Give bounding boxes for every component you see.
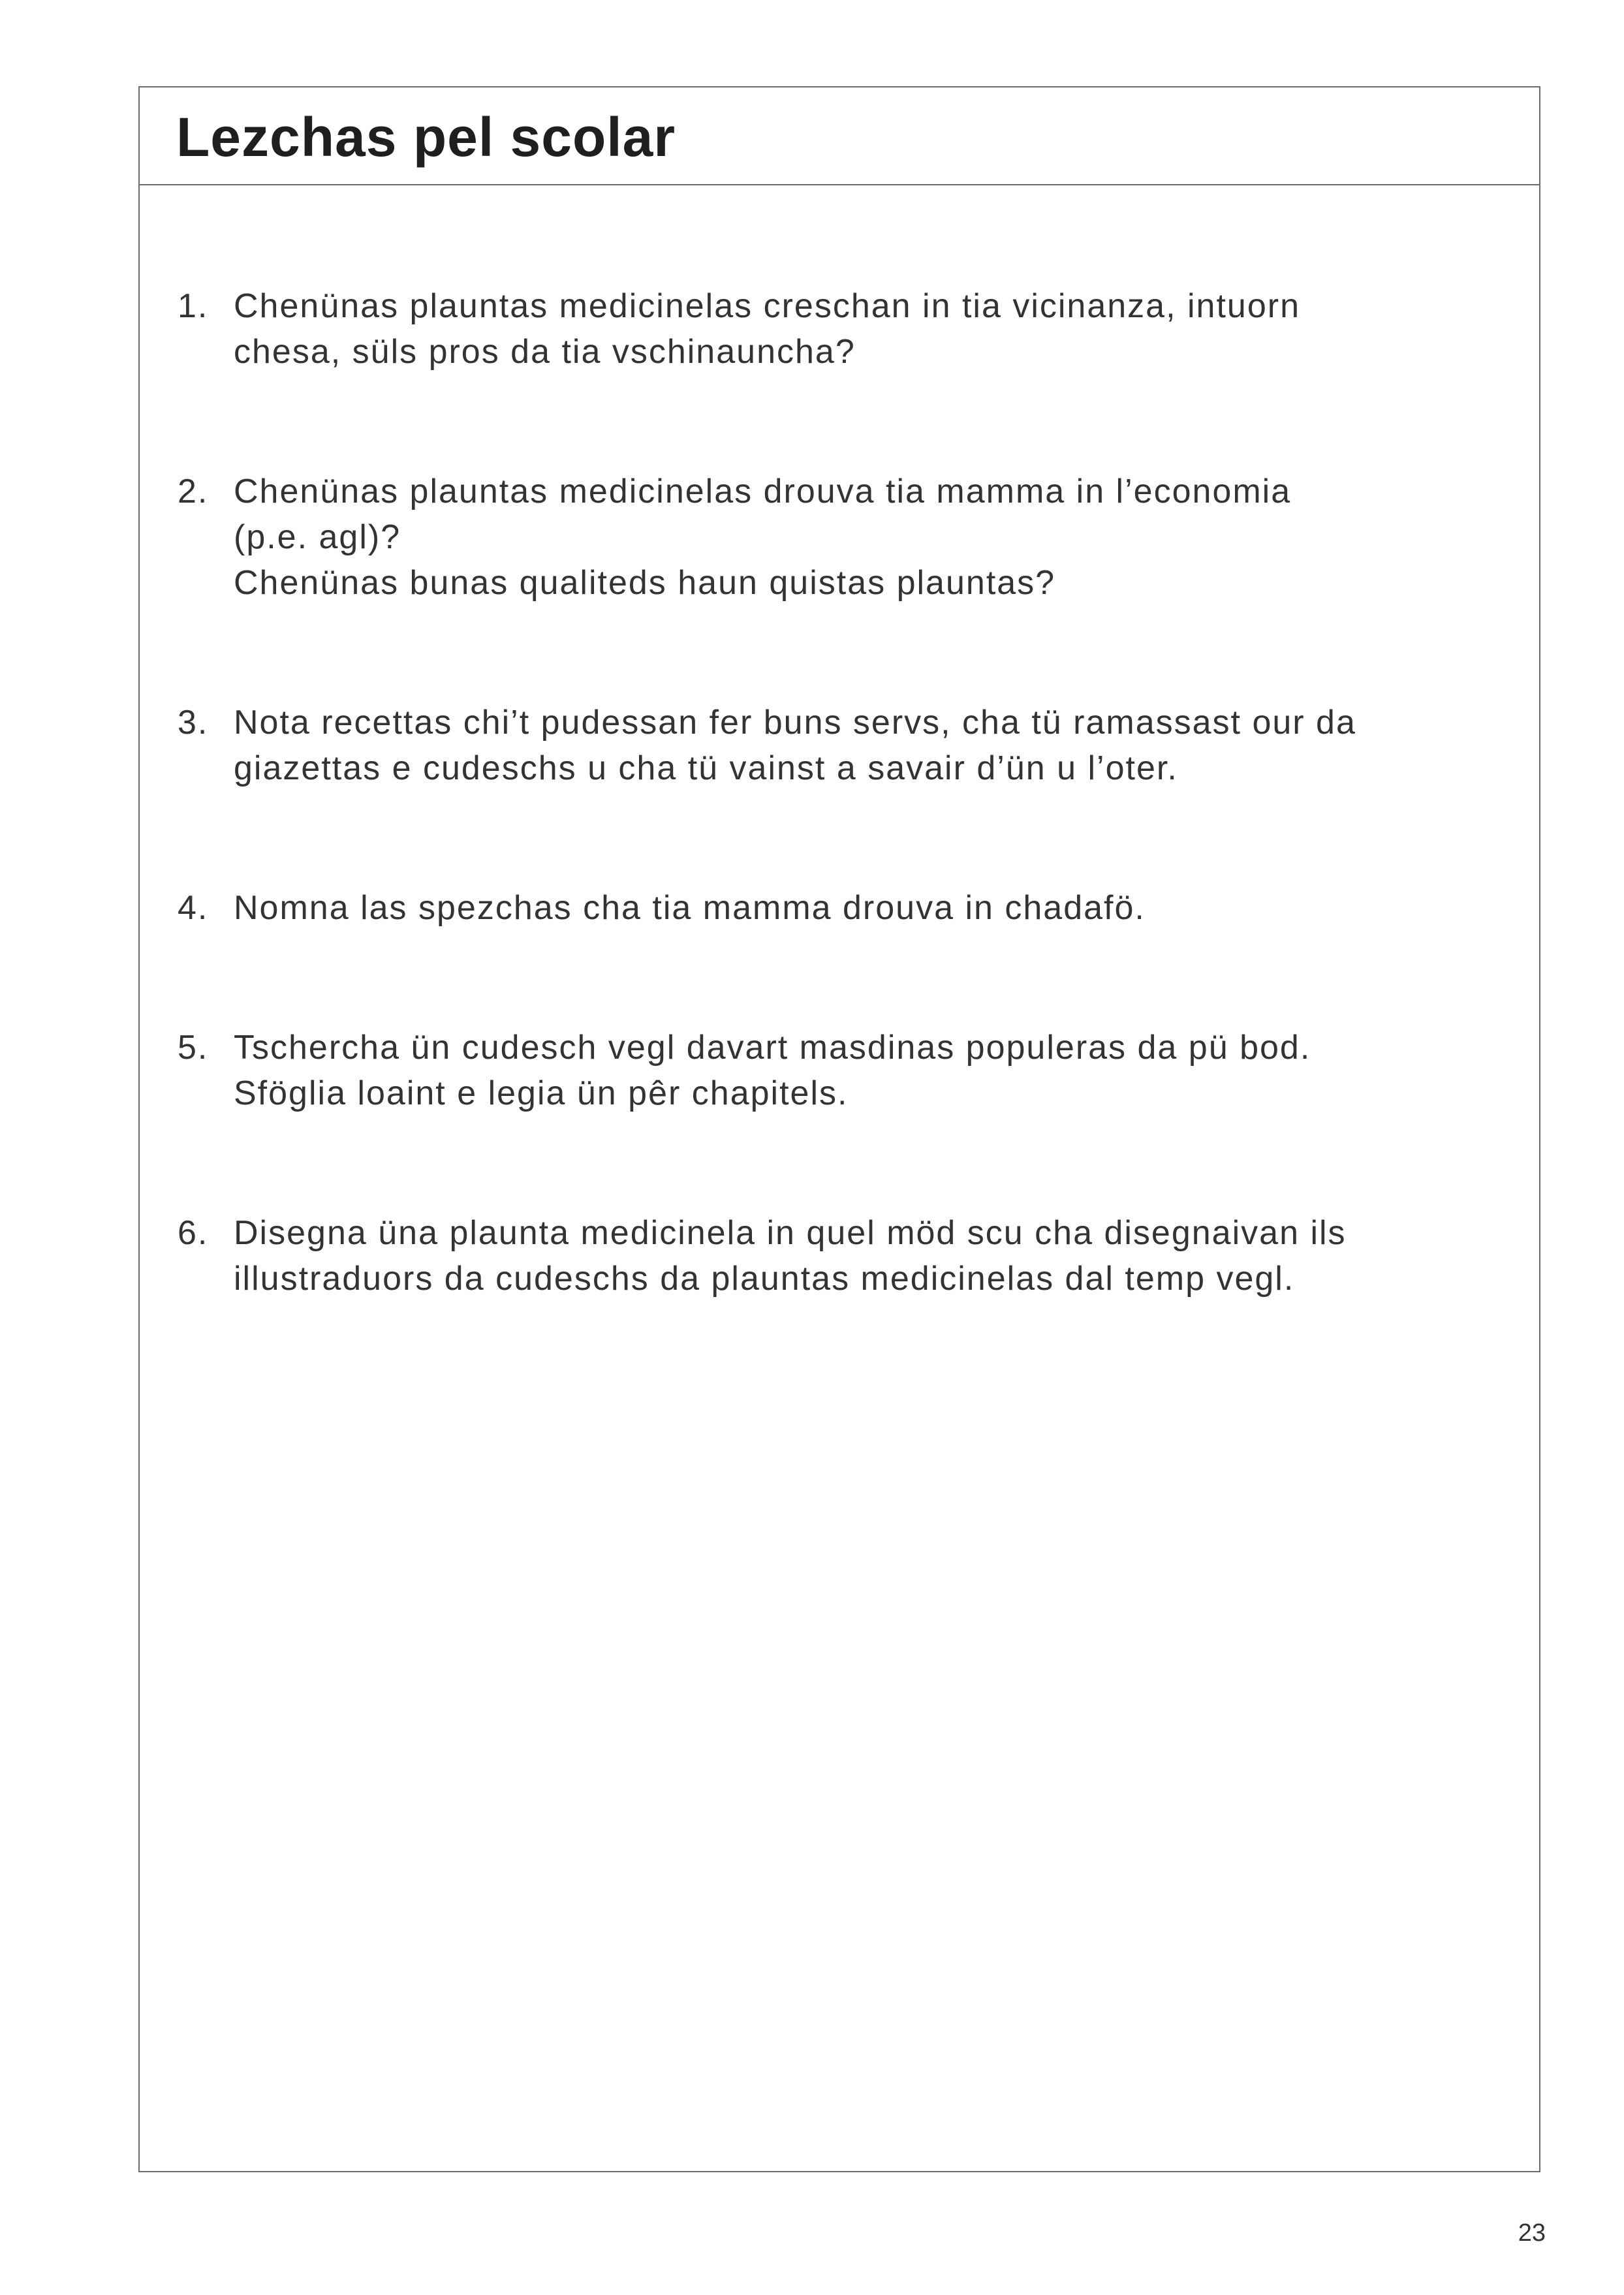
question-number: 1. [178,287,209,325]
question-number: 3. [178,704,209,742]
question-number: 5. [178,1029,209,1067]
question-number: 4. [178,889,209,927]
question-text-line: Chenünas bunas qualiteds haun quistas plauntas? [234,564,1056,602]
question-item [178,1210,1458,1302]
worksheet-frame [138,86,1540,2172]
page-title: Lezchas pel scolar [176,106,676,168]
question-number: 2. [178,473,209,510]
question-number: 6. [178,1214,209,1252]
question-item [178,700,1458,791]
title-bar [140,87,1539,185]
question-item [178,469,1458,606]
question-text-line: Nomna las spezchas cha tia mamma drouva in chadafö. [234,889,1146,927]
question-text-line: (p.e. agl)? [234,518,401,556]
question-text-line: Disegna üna plaunta medicinela in quel möd scu cha disegnaivan ils [234,1214,1347,1252]
question-item [178,1025,1458,1116]
page-number: 23 [1518,2219,1546,2247]
question-text-line: Chenünas plauntas medicinelas creschan in tia vicinanza, intuorn [234,287,1300,325]
question-text-line: Nota recettas chi’t pudessan fer buns servs, cha tü ramassast our da [234,704,1356,742]
question-text-line: giazettas e cudeschs u cha tü vainst a savair d’ün u l’oter. [234,749,1178,787]
question-item [178,283,1458,375]
question-text-line: Tschercha ün cudesch vegl davart masdinas populeras da pü bod. [234,1029,1311,1067]
question-text-line: illustraduors da cudeschs da plauntas medicinelas dal temp vegl. [234,1260,1295,1298]
question-text-line: Chenünas plauntas medicinelas drouva tia mamma in l’economia [234,473,1292,510]
question-text-line: chesa, süls pros da tia vschinauncha? [234,333,856,371]
question-list [178,283,1458,1302]
question-item [178,885,1458,931]
question-text-line: Sföglia loaint e legia ün pêr chapitels. [234,1074,849,1112]
